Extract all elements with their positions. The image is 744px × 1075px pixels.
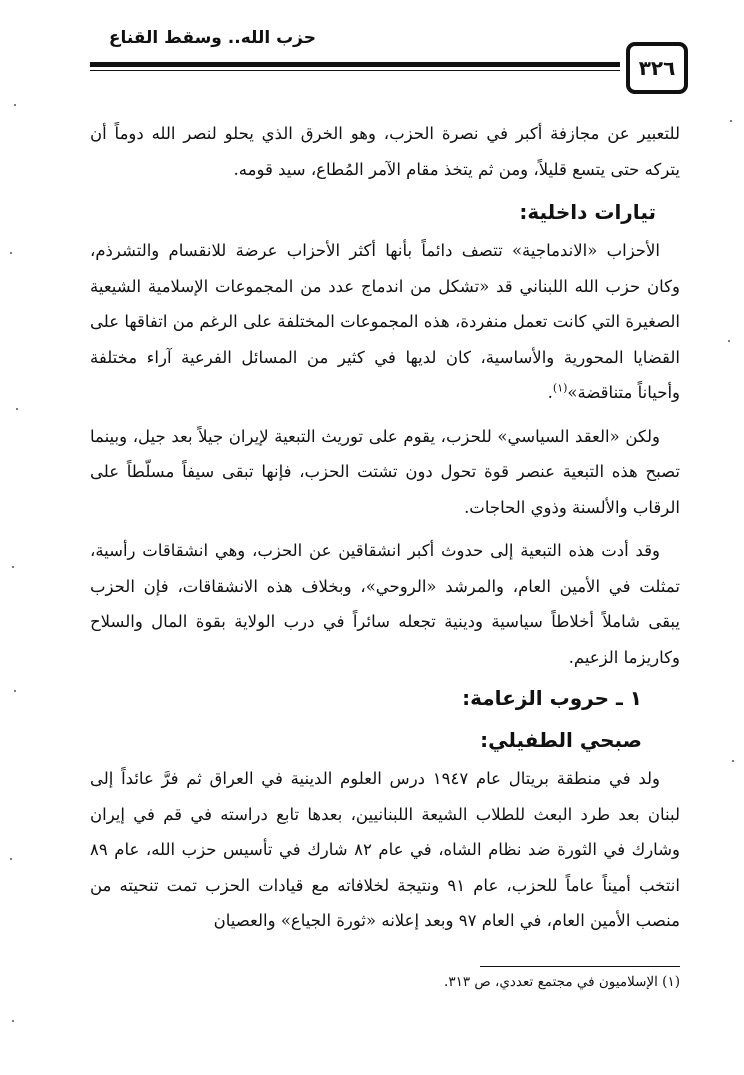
header-rule — [90, 62, 620, 67]
scan-speck — [10, 252, 12, 254]
scan-speck — [12, 1020, 14, 1022]
paragraph-splits: وقد أدت هذه التبعية إلى حدوث أكبر انشقاقين عن الحزب، وهي انشقاقات رأسية، تمثلت في الأمين العام، والمرشد «الروحي»، وبخلاف هذه الانشقاقات، فإن الحزب يبقى شاملاً أخلاطاً سياسية ودينية تجعله سائراً في درب الولاية بقوة المال والسلاح وكاريزما الزعيم. — [90, 541, 680, 667]
page-body — [90, 116, 680, 939]
section-heading-leadership-wars: ١ ـ حروب الزعامة: — [462, 686, 642, 710]
footnote-reference: (١) — [552, 381, 568, 395]
footnote: (١) الإسلاميون في مجتمع تعددي، ص ٣١٣. — [444, 974, 680, 990]
paragraph-political-contract: ولكن «العقد السياسي» للحزب، يقوم على توريث التبعية لإيران جيلاً بعد جيل، وبينما تصبح هذه التبعية عنصر قوة تحول دون تشتت الحزب، فإنها تبقى سيفاً مسلّطاً على الرقاب والألسنة وذوي الحاجات. — [90, 426, 680, 517]
paragraph-merger-parties — [90, 233, 680, 411]
footnote-rule — [480, 966, 680, 967]
section-heading-internal-currents: تيارات داخلية: — [519, 200, 656, 224]
scan-speck — [732, 760, 734, 762]
scan-speck — [730, 120, 732, 122]
running-title: حزب الله.. وسقط القناع — [108, 28, 316, 48]
paragraph-intro: للتعبير عن مجازفة أكبر في نصرة الحزب، وهو الخرق الذي يحلو لنصر الله دوماً أن يتركه حتى يتسع قليلاً، ومن ثم يتخذ مقام الآمر المُطاع، سيد قومه. — [90, 124, 680, 179]
scan-speck — [14, 104, 16, 106]
scan-speck — [16, 408, 18, 410]
scan-speck — [10, 858, 12, 860]
page-number: ٣٢٦ — [626, 42, 688, 94]
subsection-heading-subhi-tufayli: صبحي الطفيلي: — [480, 728, 642, 752]
scan-speck — [12, 566, 14, 568]
paragraph-text: الأحزاب «الاندماجية» تتصف دائماً بأنها أكثر الأحزاب عرضة للانقسام والتشرذم، وكان حزب الله اللبناني قد «تشكل من اندماج عدد من المجموعات الإسلامية الشيعية الصغيرة التي كانت تعمل منفردة، هذه المجموعات المختلفة على الرغم من اتفاقها على القضايا المحورية والأساسية، كان لديها في كثير من المسائل الفرعية آراء مختلفة وأحياناً متناقضة» — [90, 241, 680, 402]
paragraph-biography: ولد في منطقة بريتال عام ١٩٤٧ درس العلوم الدينية في العراق ثم فرَّ عائداً إلى لبنان بعد طرد البعث للطلاب الشيعة اللبنانيين، بعدها تابع دراسته في قم في إيران وشارك في الثورة ضد نظام الشاه، في عام ٨٢ شارك في تأسيس حزب الله، عام ٨٩ انتخب أميناً عاماً للحزب، عام ٩١ ونتيجة لخلافاته مع قيادات الحزب تمت تنحيته من منصب الأمين العام، في العام ٩٧ وبعد إعلانه «ثورة الجياع» والعصيان — [90, 769, 680, 930]
header-rule-thin — [90, 70, 620, 71]
scan-speck — [14, 690, 16, 692]
scan-speck — [728, 340, 730, 342]
paragraph-end: . — [547, 383, 553, 402]
